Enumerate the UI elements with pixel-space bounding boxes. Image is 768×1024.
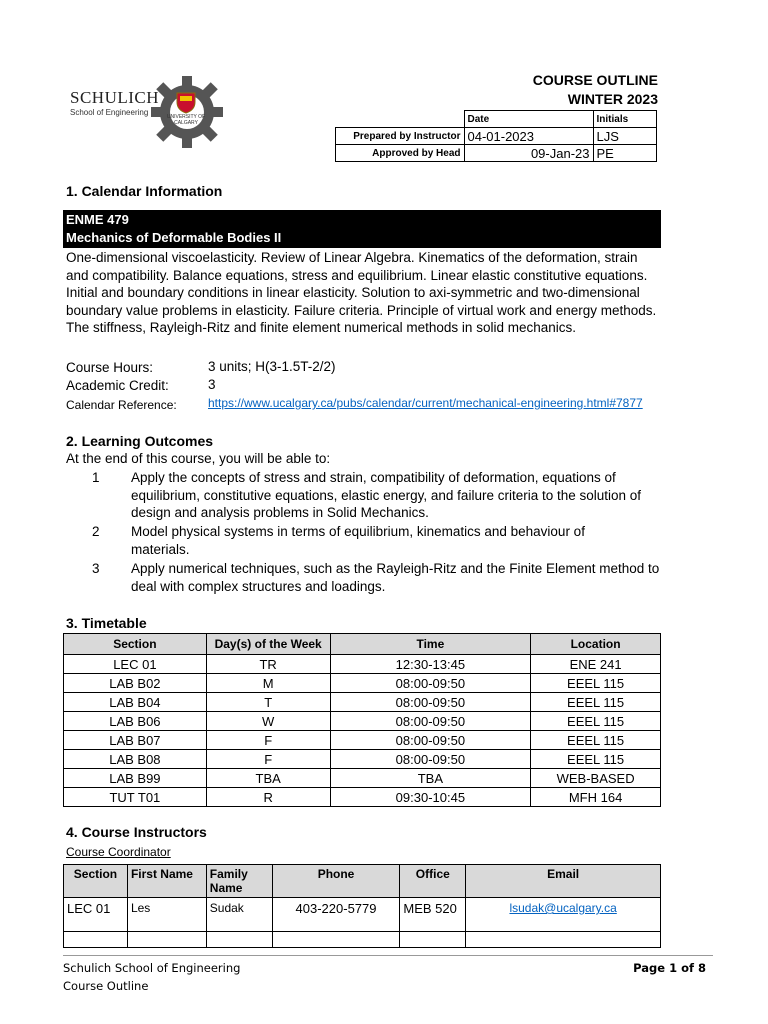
table-row <box>64 898 661 932</box>
tt-cell: W <box>206 712 330 731</box>
table-row <box>64 693 661 712</box>
tt-cell: TBA <box>330 769 531 788</box>
ref-label: Calendar Reference: <box>66 398 177 412</box>
logo-name: SCHULICH <box>70 88 160 107</box>
course-title-bar <box>63 210 661 248</box>
approved-initials: PE <box>593 145 656 162</box>
inst-col-first: First Name <box>127 865 206 898</box>
outcomes-intro: At the end of this course, you will be able to: <box>66 451 331 466</box>
approval-col-date: Date <box>464 111 593 128</box>
approval-table <box>335 110 657 162</box>
course-description: One-dimensional viscoelasticity. Review of Linear Algebra. Kinematics of the deformation, strain and compatibility. Balance equations, stress and equilibrium. Linear elastic constitutive equations. Initial and boundary conditions in linear elasticity. Solution to axi-symmetric and two-dimensional boundary value problems in elasticity. Failure criteria. Principle of virtual work and energy methods. The stiffness, Rayleigh-Ritz and finite element numerical methods in solid mechanics. <box>66 250 657 335</box>
tt-col-location: Location <box>531 634 661 655</box>
approved-label: Approved by Head <box>336 145 465 162</box>
outcome-text-3: Apply numerical techniques, such as the Rayleigh-Ritz and the Finite Element method to deal with complex structures and loadings. <box>131 561 660 594</box>
tt-cell: LAB B08 <box>64 750 207 769</box>
timetable-heading: 3. Timetable <box>66 615 147 631</box>
approval-col-initials: Initials <box>593 111 656 128</box>
tt-cell: LAB B02 <box>64 674 207 693</box>
inst-phone: 403-220-5779 <box>272 898 400 932</box>
tt-cell: EEEL 115 <box>531 750 661 769</box>
doc-title: COURSE OUTLINE <box>532 72 658 88</box>
approved-date: 09-Jan-23 <box>464 145 593 162</box>
tt-cell: F <box>206 750 330 769</box>
inst-section: LEC 01 <box>64 898 128 932</box>
tt-cell: LAB B07 <box>64 731 207 750</box>
inst-first: Les <box>127 898 206 932</box>
tt-cell: 09:30-10:45 <box>330 788 531 807</box>
tt-cell: 08:00-09:50 <box>330 731 531 750</box>
tt-cell: TUT T01 <box>64 788 207 807</box>
tt-cell: R <box>206 788 330 807</box>
tt-cell: 08:00-09:50 <box>330 750 531 769</box>
footer-page: Page 1 of 8 <box>633 961 706 975</box>
tt-cell: EEEL 115 <box>531 731 661 750</box>
inst-col-email: Email <box>466 865 661 898</box>
doc-term: WINTER 2023 <box>567 91 658 107</box>
course-name: Mechanics of Deformable Bodies II <box>66 230 282 245</box>
table-row <box>64 674 661 693</box>
table-row <box>64 750 661 769</box>
tt-cell: LAB B99 <box>64 769 207 788</box>
footer-school: Schulich School of Engineering <box>63 961 241 975</box>
inst-col-family: Family Name <box>206 865 272 898</box>
table-row <box>64 932 661 948</box>
inst-family: Sudak <box>206 898 272 932</box>
tt-cell: EEEL 115 <box>531 712 661 731</box>
instructors-heading: 4. Course Instructors <box>66 824 207 840</box>
hours-value: 3 units; H(3-1.5T-2/2) <box>208 359 336 374</box>
footer-doc: Course Outline <box>63 979 149 993</box>
outcome-num-3: 3 <box>92 561 100 576</box>
prepared-label: Prepared by Instructor <box>336 128 465 145</box>
outcomes-heading: 2. Learning Outcomes <box>66 433 214 449</box>
outcome-text-1: Apply the concepts of stress and strain, compatibility of deformation, equations of equilibrium, constitutive equations, elastic energy, and failure criteria to the solution of design and analysis problems in Solid Mechanics. <box>131 470 642 520</box>
tt-cell: WEB-BASED <box>531 769 661 788</box>
tt-cell: M <box>206 674 330 693</box>
tt-cell: F <box>206 731 330 750</box>
tt-cell: LAB B06 <box>64 712 207 731</box>
tt-cell: ENE 241 <box>531 655 661 674</box>
table-row <box>64 712 661 731</box>
calendar-reference-link[interactable]: https://www.ucalgary.ca/pubs/calendar/current/mechanical-engineering.html#7877 <box>208 396 643 410</box>
outcome-num-1: 1 <box>92 470 100 485</box>
inst-col-phone: Phone <box>272 865 400 898</box>
credit-label: Academic Credit: <box>66 378 169 393</box>
prepared-initials: LJS <box>593 128 656 145</box>
instructors-subheading: Course Coordinator <box>66 845 171 859</box>
logo-sub: School of Engineering <box>70 108 149 117</box>
instructor-email-link[interactable]: lsudak@ucalgary.ca <box>509 901 617 915</box>
table-row <box>64 731 661 750</box>
tt-cell: 08:00-09:50 <box>330 712 531 731</box>
prepared-date: 04-01-2023 <box>464 128 593 145</box>
crest-label: UNIVERSITY OF CALGARY <box>166 114 206 126</box>
tt-cell: TR <box>206 655 330 674</box>
course-code: ENME 479 <box>66 212 129 227</box>
timetable-table <box>63 633 661 807</box>
tt-cell: 08:00-09:50 <box>330 674 531 693</box>
tt-cell: TBA <box>206 769 330 788</box>
outcome-num-2: 2 <box>92 524 100 539</box>
table-row <box>64 769 661 788</box>
tt-cell: MFH 164 <box>531 788 661 807</box>
footer-divider <box>63 955 713 956</box>
outcome-text-2: Model physical systems in terms of equilibrium, kinematics and behaviour of materials. <box>131 524 585 557</box>
tt-col-section: Section <box>64 634 207 655</box>
instructors-table <box>63 864 661 948</box>
tt-col-days: Day(s) of the Week <box>206 634 330 655</box>
calendar-heading: 1. Calendar Information <box>66 183 223 199</box>
tt-cell: EEEL 115 <box>531 674 661 693</box>
tt-cell: T <box>206 693 330 712</box>
crest-icon <box>176 92 196 114</box>
tt-cell: LEC 01 <box>64 655 207 674</box>
tt-cell: 12:30-13:45 <box>330 655 531 674</box>
credit-value: 3 <box>208 377 216 392</box>
inst-col-section: Section <box>64 865 128 898</box>
inst-col-office: Office <box>400 865 466 898</box>
tt-cell: LAB B04 <box>64 693 207 712</box>
inst-office: MEB 520 <box>400 898 466 932</box>
table-row <box>64 655 661 674</box>
tt-col-time: Time <box>330 634 531 655</box>
table-row <box>64 788 661 807</box>
hours-label: Course Hours: <box>66 360 154 375</box>
tt-cell: 08:00-09:50 <box>330 693 531 712</box>
tt-cell: EEEL 115 <box>531 693 661 712</box>
